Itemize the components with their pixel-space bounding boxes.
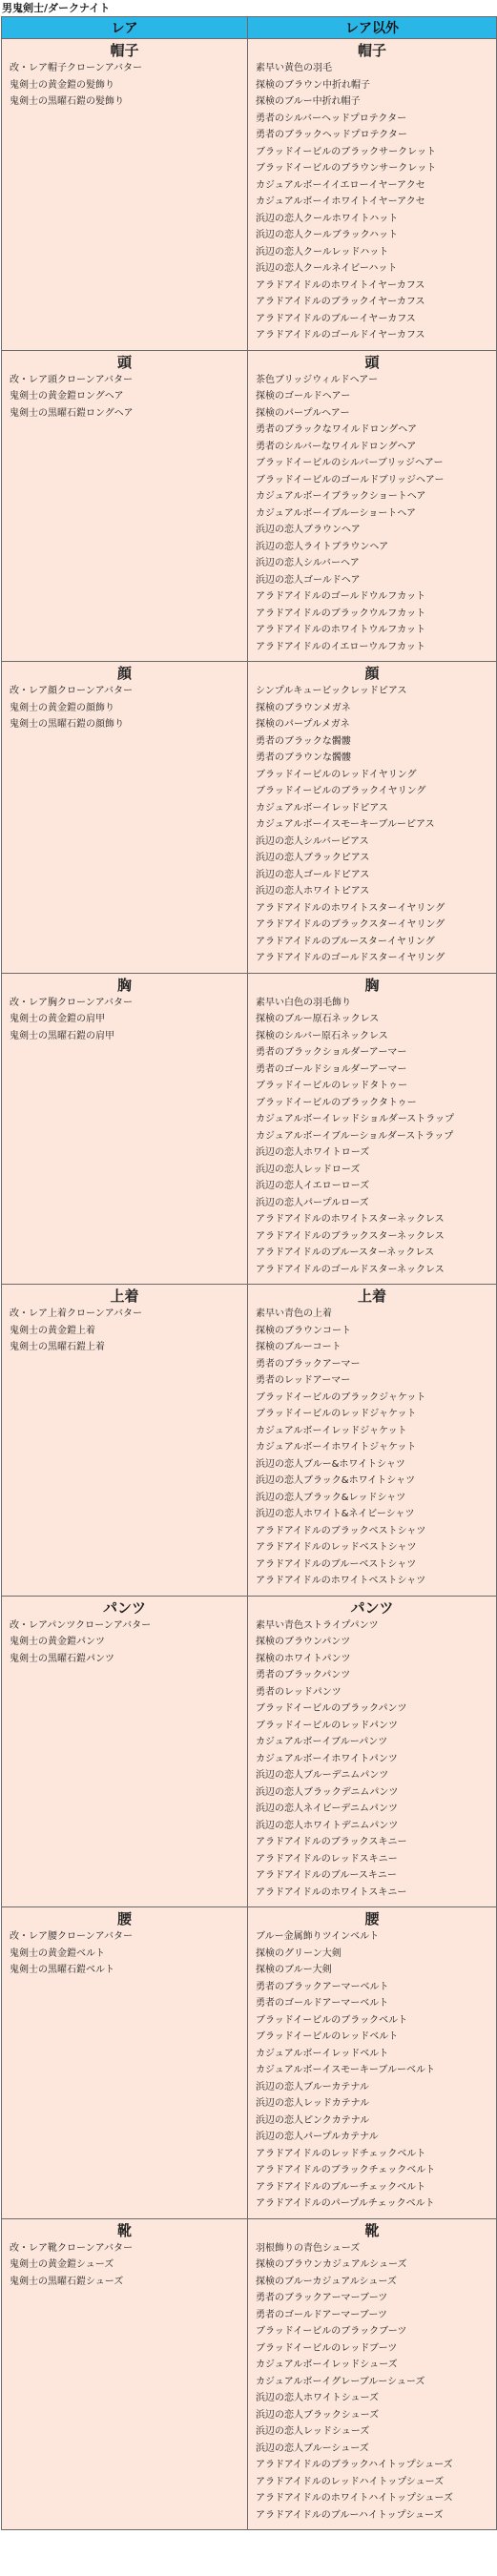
list-item: アラドアイドルのブラックスターネックレス — [256, 1230, 445, 1242]
avatar-equipment-table — [1, 16, 497, 2530]
list-item: ブルー金属飾りツインベルト — [256, 1931, 380, 1942]
list-item: ブラッドイービルのレッドパンツ — [256, 1720, 398, 1731]
table-header-row — [2, 17, 497, 39]
list-item: ブラッドイービルのレッドジャケット — [256, 1409, 417, 1419]
list-item: カジュアルボーイブラックショートヘア — [256, 491, 426, 502]
non-rare-item-list — [248, 372, 496, 662]
list-item: 探検のパープルメガネ — [256, 719, 350, 730]
non-rare-item-list — [248, 683, 496, 973]
rare-cell — [2, 1596, 248, 1907]
list-item: 勇者のゴールドアーマーベルト — [256, 1998, 389, 2009]
list-item: 改・レア頭クローンアバター — [10, 374, 133, 385]
page-title: 男鬼剣士/ダークナイト — [0, 0, 497, 16]
non-rare-item-list — [248, 2240, 496, 2530]
list-item: 改・レア上着クローンアバター — [10, 1309, 142, 1319]
list-item: ブラッドイービルのブラウンサークレット — [256, 163, 437, 174]
rare-item-list — [2, 995, 247, 1051]
list-item: 勇者のブラックアーマー — [256, 1358, 361, 1370]
list-item: 浜辺の恋人ブラック&レッドシャツ — [256, 1492, 406, 1503]
category-heading: 胸 — [116, 976, 132, 994]
list-item: ブラッドイービルのレッドブーツ — [256, 2342, 398, 2354]
category-heading: 帽子 — [110, 42, 139, 59]
list-item: 鬼剣士の黄金鎧パンツ — [10, 1637, 105, 1647]
column-header-non-rare: レア以外 — [248, 17, 497, 39]
list-item: カジュアルボーイレッドジャケット — [256, 1425, 407, 1436]
list-item: 勇者のブラウンな髑髏 — [256, 752, 351, 763]
list-item: シンプルキュービックレッドピアス — [256, 686, 407, 696]
non-rare-item-list — [248, 1928, 496, 2218]
list-item: 浜辺の恋人ブラックシューズ — [256, 2409, 380, 2421]
list-item: アラドアイドルのホワイトハイトップシューズ — [256, 2493, 453, 2504]
list-item: 勇者のブラックアーマーベルト — [256, 1981, 389, 1992]
rare-item-list — [2, 372, 247, 428]
list-item: 浜辺の恋人ブルーカテナル — [256, 2081, 369, 2092]
category-heading: 顔 — [116, 665, 132, 682]
list-item: アラドアイドルのホワイトスターイヤリング — [256, 902, 445, 914]
list-item: カジュアルボーイレッドベルト — [256, 2048, 389, 2059]
category-heading: 胸 — [364, 976, 380, 994]
rare-cell — [2, 973, 248, 1285]
list-item: 探検のホワイトパンツ — [256, 1653, 351, 1664]
category-heading: パンツ — [102, 1598, 146, 1617]
list-item: 浜辺の恋人ライトブラウンヘア — [256, 541, 389, 552]
rare-item-list — [2, 2240, 247, 2297]
category-heading: 上着 — [110, 1288, 139, 1305]
category-heading: パンツ — [350, 1598, 394, 1617]
list-item: 鬼剣士の黄金鎧シューズ — [10, 2259, 114, 2270]
list-item: 浜辺の恋人シルバーヘア — [256, 558, 360, 568]
list-item: アラドアイドルのパープルチェックベルト — [256, 2198, 435, 2209]
list-item: 改・レア顔クローンアバター — [10, 686, 133, 696]
list-item: アラドアイドルのブルースターイヤリング — [256, 936, 435, 947]
list-item: 鬼剣士の黒曜石鎧の顔飾り — [10, 719, 124, 730]
list-item: 浜辺の恋人ホワイトローズ — [256, 1147, 370, 1158]
list-item: 探検のブルー大剣 — [256, 1965, 332, 1975]
list-item: アラドアイドルのレッドベストシャツ — [256, 1542, 417, 1553]
rare-item-list — [2, 1928, 247, 1985]
list-item: アラドアイドルのゴールドスターネックレス — [256, 1264, 445, 1275]
rare-item-list — [2, 60, 247, 116]
non-rare-cell — [248, 1907, 497, 2219]
list-item: カジュアルボーイスモーキーブルーベルト — [256, 2065, 435, 2075]
list-item: カジュアルボーイホワイトイヤーアクセ — [256, 196, 425, 207]
category-heading: 上着 — [357, 1288, 386, 1305]
rare-cell — [2, 662, 248, 974]
list-item: 素早い黄色の羽毛 — [256, 63, 332, 73]
list-item: 鬼剣士の黒曜石鎧パンツ — [10, 1653, 114, 1664]
list-item: アラドアイドルのホワイトスターネックレス — [256, 1214, 445, 1225]
list-item: ブラッドイービルのレッドベルト — [256, 2031, 399, 2042]
list-item: 勇者のブラックショルダーアーマー — [256, 1047, 407, 1058]
list-item: 探検のブルーカジュアルシューズ — [256, 2276, 397, 2287]
list-item: 浜辺の恋人クールホワイトハット — [256, 213, 399, 224]
list-item: アラドアイドルのゴールドイヤーカフス — [256, 330, 425, 340]
list-item: ブラッドイービルのレッドタトゥー — [256, 1081, 407, 1091]
list-item: 探検のブラウンカジュアルシューズ — [256, 2259, 407, 2270]
list-item: 探検のグリーン大剣 — [256, 1947, 342, 1959]
non-rare-cell — [248, 973, 497, 1285]
list-item: アラドアイドルのレッドハイトップシューズ — [256, 2476, 445, 2487]
list-item: アラドアイドルのブラックチェックベルト — [256, 2165, 436, 2175]
rare-item-list — [2, 1306, 247, 1362]
list-item: 鬼剣士の黄金鎧の顔飾り — [10, 702, 114, 713]
list-item: アラドアイドルのイエローウルフカット — [256, 641, 425, 652]
list-item: 勇者のシルバーヘッドプロテクター — [256, 113, 407, 124]
list-item: アラドアイドルのブルーベストシャツ — [256, 1558, 417, 1570]
list-item: ブラッドイービルのブラックベルト — [256, 2014, 408, 2026]
list-item: アラドアイドルのゴールドウルフカット — [256, 591, 426, 602]
list-item: 鬼剣士の黄金鎧の髪飾り — [10, 79, 114, 91]
list-item: ブラッドイービルのブラックブーツ — [256, 2326, 407, 2337]
list-item: 素早い青色の上着 — [256, 1309, 332, 1319]
list-item: 勇者のレッドパンツ — [256, 1686, 342, 1698]
list-item: 浜辺の恋人シルバーピアス — [256, 835, 369, 847]
category-heading: 靴 — [116, 2221, 132, 2239]
list-item: 鬼剣士の黄金鎧上着 — [10, 1325, 95, 1336]
list-item: 浜辺の恋人レッドシューズ — [256, 2426, 370, 2437]
list-item: 浜辺の恋人ホワイト&ネイビーシャツ — [256, 1509, 415, 1519]
list-item: アラドアイドルのブラックハイトップシューズ — [256, 2460, 453, 2470]
category-heading: 頭 — [364, 353, 380, 371]
list-item: 改・レア腰クローンアバター — [10, 1931, 133, 1942]
non-rare-item-list — [248, 1306, 496, 1596]
list-item: 探検のブルーコート — [256, 1342, 342, 1352]
list-item: カジュアルボーイホワイトジャケット — [256, 1442, 417, 1453]
list-item: カジュアルボーイレッドショルダーストラップ — [256, 1114, 454, 1124]
list-item: 改・レア胸クローンアバター — [10, 997, 133, 1008]
list-item: 浜辺の恋人クールブラックハット — [256, 230, 398, 240]
list-item: アラドアイドルのホワイトイヤーカフス — [256, 279, 425, 291]
list-item: 素早い青色ストライプパンツ — [256, 1619, 379, 1631]
list-item: 勇者のブラックパンツ — [256, 1670, 351, 1680]
category-heading: 腰 — [116, 1910, 132, 1927]
list-item: 探検のブラウンパンツ — [256, 1637, 351, 1647]
list-item: 鬼剣士の黒曜石鎧上着 — [10, 1342, 105, 1352]
category-heading: 顔 — [364, 665, 380, 682]
list-item: 浜辺の恋人ゴールドヘア — [256, 574, 361, 586]
category-heading: 腰 — [364, 1910, 380, 1927]
list-item: 探検のブルー中折れ帽子 — [256, 96, 361, 107]
list-item: カジュアルボーイスモーキーブルーピアス — [256, 819, 435, 830]
list-item: アラドアイドルのゴールドスターイヤリング — [256, 953, 445, 963]
list-item: 鬼剣士の黄金鎧ベルト — [10, 1947, 105, 1959]
rare-cell — [2, 1907, 248, 2219]
list-item: アラドアイドルのブルーチェックベルト — [256, 2181, 426, 2193]
non-rare-item-list — [248, 60, 496, 350]
list-item: ブラッドイービルのブラックタトゥー — [256, 1097, 417, 1108]
list-item: 浜辺の恋人ブラックデニムパンツ — [256, 1786, 399, 1798]
list-item: カジュアルボーイホワイトパンツ — [256, 1753, 398, 1764]
list-item: カジュアルボーイブルーショートヘア — [256, 507, 416, 519]
list-item: 鬼剣士の黒曜石鎧ベルト — [10, 1965, 114, 1975]
list-item: 改・レアパンツクローンアバター — [10, 1619, 152, 1631]
rare-item-list — [2, 683, 247, 739]
list-item: 勇者のブラックな髑髏 — [256, 735, 351, 747]
list-item: 浜辺の恋人ブルー&ホワイトシャツ — [256, 1458, 405, 1470]
list-item: 鬼剣士の黒曜石鎧の肩甲 — [10, 1030, 114, 1041]
list-item: 浜辺の恋人ネイビーデニムパンツ — [256, 1803, 398, 1814]
list-item: ブラッドイービルのレッドイヤリング — [256, 769, 417, 780]
list-item: 浜辺の恋人パープルローズ — [256, 1197, 369, 1208]
table-body — [2, 39, 497, 2530]
list-item: 浜辺の恋人レッドローズ — [256, 1164, 361, 1175]
list-item: アラドアイドルのブラックウルフカット — [256, 608, 426, 619]
non-rare-cell — [248, 1285, 497, 1597]
list-item: カジュアルボーイレッドシューズ — [256, 2360, 398, 2370]
list-item: カジュアルボーイブルーショルダーストラップ — [256, 1130, 454, 1142]
list-item: ブラッドイービルのシルバーブリッジヘアー — [256, 458, 444, 468]
list-item: アラドアイドルのレッドチェックベルト — [256, 2148, 426, 2159]
section-row — [2, 1907, 497, 2219]
list-item: アラドアイドルのブルースキニー — [256, 1870, 397, 1881]
list-item: アラドアイドルのブラックベストシャツ — [256, 1525, 426, 1536]
list-item: 改・レア靴クローンアバター — [10, 2242, 133, 2254]
list-item: ブラッドイービルのブラックイヤリング — [256, 786, 426, 796]
list-item: 鬼剣士の黒曜石鎧シューズ — [10, 2276, 124, 2287]
section-row — [2, 1285, 497, 1597]
list-item: 浜辺の恋人ブラウンヘア — [256, 525, 361, 535]
list-item: カジュアルボーイブルーパンツ — [256, 1737, 388, 1747]
non-rare-item-list — [248, 1618, 496, 1907]
section-row — [2, 350, 497, 662]
list-item: 探検のブラウンメガネ — [256, 702, 351, 713]
rare-cell — [2, 350, 248, 662]
rare-cell — [2, 1285, 248, 1597]
list-item: カジュアルボーイレッドピアス — [256, 802, 388, 814]
list-item: 浜辺の恋人ブラックピアス — [256, 853, 370, 863]
list-item: 勇者のレッドアーマー — [256, 1375, 351, 1386]
list-item: 浜辺の恋人イエローローズ — [256, 1181, 370, 1191]
list-item: アラドアイドルのブルースターネックレス — [256, 1247, 435, 1258]
category-heading: 頭 — [116, 353, 132, 371]
list-item: 探検のゴールドヘアー — [256, 391, 351, 402]
list-item: 浜辺の恋人ホワイトシューズ — [256, 2393, 379, 2403]
non-rare-item-list — [248, 995, 496, 1285]
list-item: 浜辺の恋人クールネイビーハット — [256, 263, 398, 274]
list-item: 探検のブルー原石ネックレス — [256, 1014, 380, 1024]
list-item: 勇者のブラックアーマーブーツ — [256, 2293, 388, 2303]
category-heading: 靴 — [364, 2221, 380, 2239]
column-header-rare: レア — [2, 17, 248, 39]
list-item: アラドアイドルのレッドスキニー — [256, 1853, 398, 1865]
list-item: 勇者のゴールドアーマーブーツ — [256, 2309, 387, 2320]
list-item: アラドアイドルのブラックスキニー — [256, 1837, 407, 1847]
list-item: アラドアイドルのホワイトウルフカット — [256, 625, 425, 635]
list-item: 浜辺の恋人レッドカテナル — [256, 2098, 370, 2109]
non-rare-cell — [248, 662, 497, 974]
list-item: 探検のシルバー原石ネックレス — [256, 1030, 388, 1041]
list-item: アラドアイドルのホワイトベストシャツ — [256, 1576, 426, 1586]
list-item: ブラッドイービルのブラックサークレット — [256, 146, 436, 157]
list-item: 勇者のゴールドショルダーアーマー — [256, 1063, 407, 1075]
section-row — [2, 2218, 497, 2530]
list-item: 浜辺の恋人ホワイトピアス — [256, 886, 370, 896]
non-rare-cell — [248, 2218, 497, 2530]
list-item: ブラッドイービルのブラックパンツ — [256, 1703, 407, 1714]
non-rare-cell — [248, 39, 497, 351]
list-item: 浜辺の恋人ブラック&ホワイトシャツ — [256, 1475, 416, 1486]
list-item: ブラッドイービルのブラックジャケット — [256, 1391, 426, 1403]
list-item: カジュアルボーイグレーブルーシューズ — [256, 2376, 425, 2387]
list-item: 浜辺の恋人ブルーシューズ — [256, 2442, 369, 2454]
section-row — [2, 1596, 497, 1907]
rare-cell — [2, 2218, 248, 2530]
list-item: ブラッドイービルのゴールドブリッジヘアー — [256, 474, 445, 485]
list-item: 浜辺の恋人ゴールドピアス — [256, 869, 370, 880]
list-item: 浜辺の恋人ホワイトデニムパンツ — [256, 1820, 399, 1831]
list-item: 浜辺の恋人パープルカテナル — [256, 2132, 379, 2142]
list-item: 羽根飾りの青色シューズ — [256, 2242, 361, 2254]
list-item: アラドアイドルのブラックイヤーカフス — [256, 297, 425, 307]
rare-item-list — [2, 1618, 247, 1674]
section-row — [2, 662, 497, 974]
rare-cell — [2, 39, 248, 351]
list-item: アラドアイドルのホワイトスキニー — [256, 1886, 407, 1898]
list-item: カジュアルボーイイエローイヤーアクセ — [256, 179, 425, 191]
list-item: 探検のブラウン中折れ帽子 — [256, 79, 370, 91]
list-item: 鬼剣士の黒曜石鎧の髪飾り — [10, 96, 124, 107]
list-item: 素早い白色の羽毛飾り — [256, 997, 351, 1008]
list-item: アラドアイドルのブラックスターイヤリング — [256, 919, 445, 930]
list-item: アラドアイドルのブルーイヤーカフス — [256, 313, 416, 324]
list-item: 探検のパープルヘアー — [256, 407, 350, 419]
list-item: 浜辺の恋人ブルーデニムパンツ — [256, 1770, 389, 1781]
list-item: 鬼剣士の黒曜石鎧ロングヘア — [10, 407, 134, 419]
category-heading: 帽子 — [357, 42, 386, 59]
section-row — [2, 973, 497, 1285]
list-item: 探検のブラウンコート — [256, 1325, 351, 1336]
list-item: アラドアイドルのブルーハイトップシューズ — [256, 2509, 444, 2521]
non-rare-cell — [248, 350, 497, 662]
list-item: 勇者のブラックヘッドプロテクター — [256, 130, 407, 140]
list-item: 勇者のシルバーなワイルドロングヘア — [256, 441, 417, 452]
non-rare-cell — [248, 1596, 497, 1907]
list-item: 浜辺の恋人ピンクカテナル — [256, 2114, 370, 2126]
list-item: 鬼剣士の黄金鎧の肩甲 — [10, 1014, 105, 1024]
list-item: 改・レア帽子クローンアバター — [10, 63, 142, 73]
list-item: 勇者のブラックなワイルドロングヘア — [256, 424, 417, 435]
section-row — [2, 39, 497, 351]
list-item: 浜辺の恋人クールレッドハット — [256, 246, 389, 258]
list-item: 鬼剣士の黄金鎧ロングヘア — [10, 391, 124, 402]
list-item: 茶色ブリッジウィルドヘアー — [256, 374, 378, 385]
